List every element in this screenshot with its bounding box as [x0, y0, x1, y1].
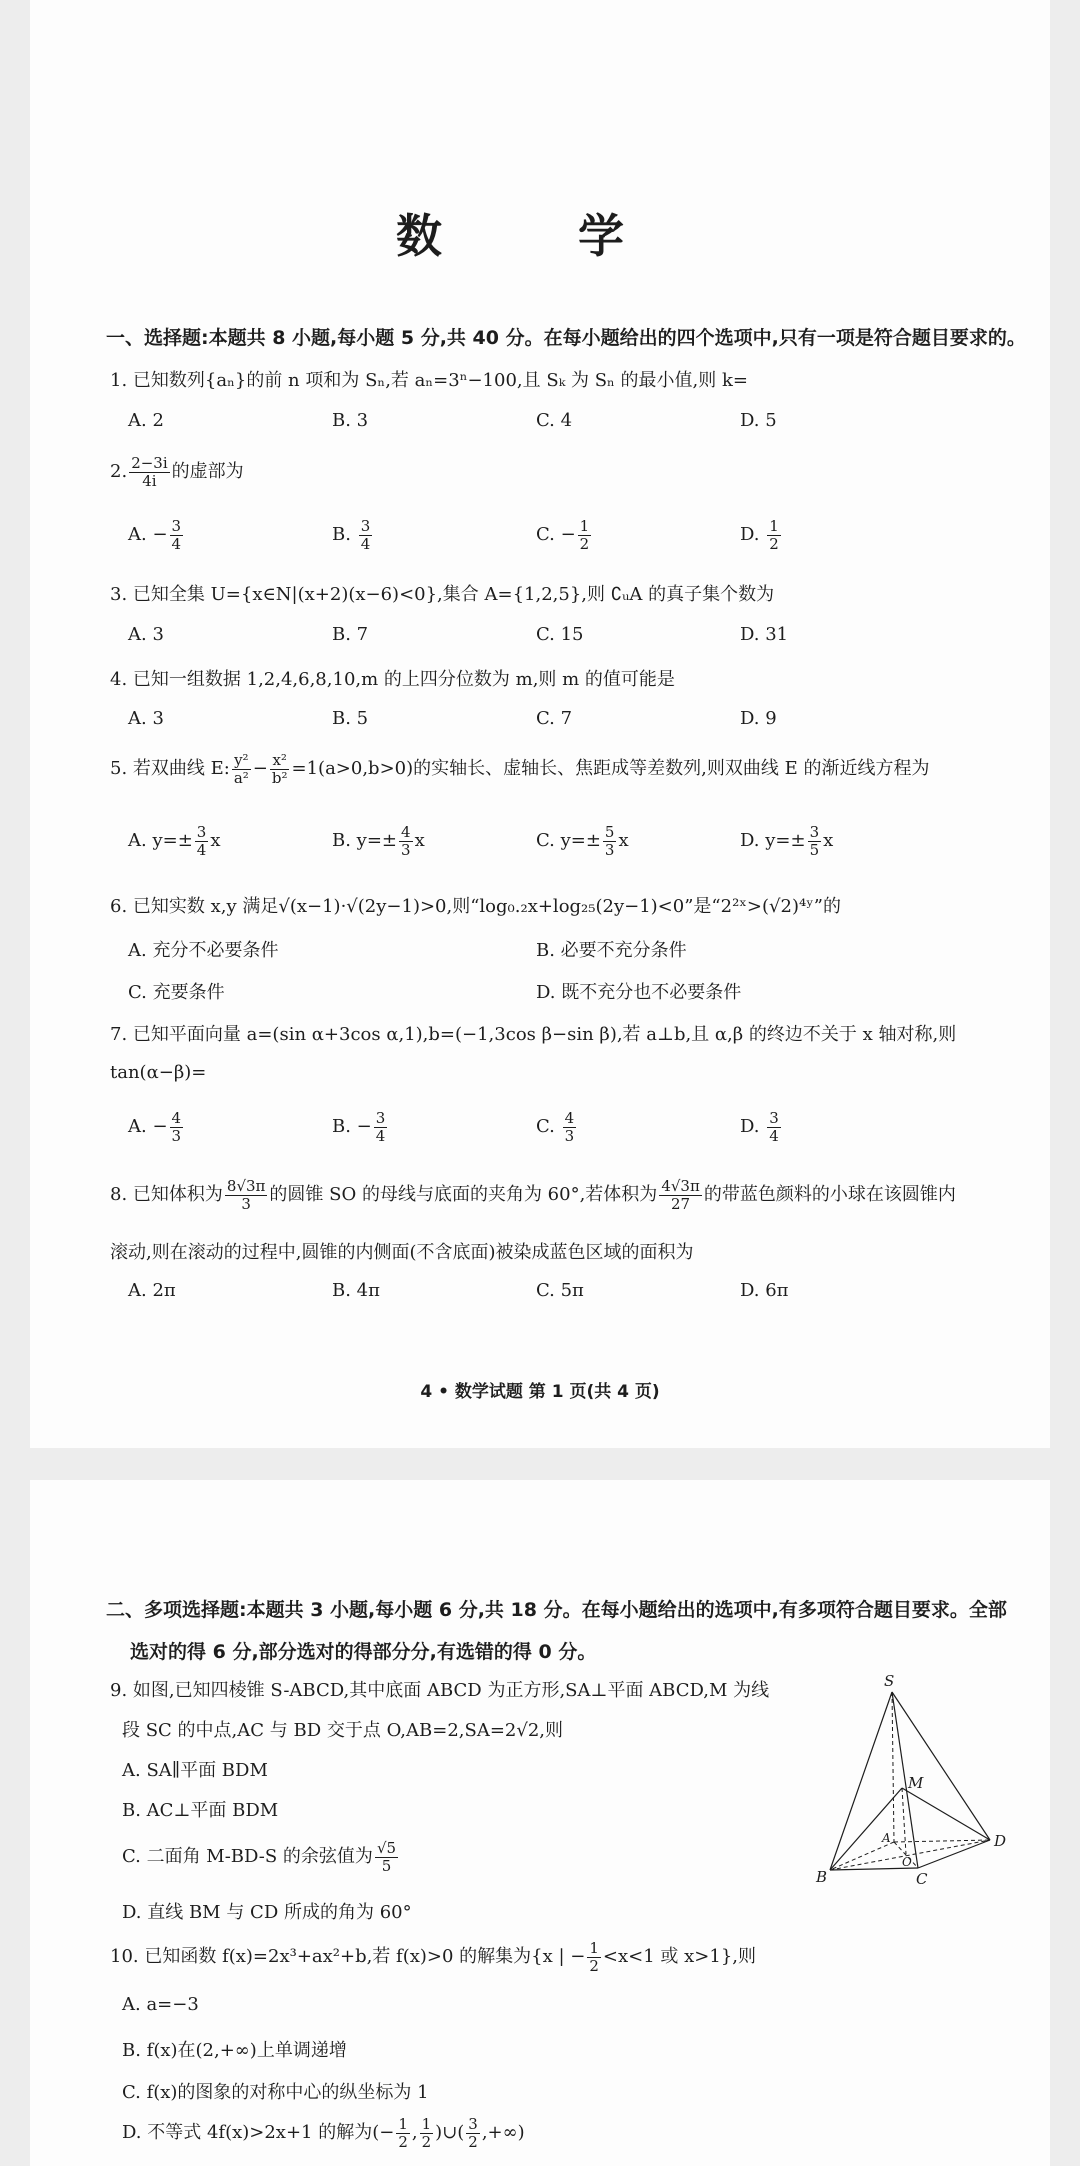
opt-var: x — [618, 830, 629, 851]
question-5-stem — [110, 752, 929, 786]
q10-option-c: C. f(x)的图象的对称中心的纵坐标为 1 — [122, 2082, 429, 2103]
question-4-stem: 4. 已知一组数据 1,2,4,6,8,10,m 的上四分位数为 m,则 m 的值可能是 — [110, 669, 675, 690]
frac-den: 4 — [171, 534, 182, 553]
frac-den: 4 — [769, 1126, 779, 1145]
q8-post: 的带蓝色颜料的小球在该圆锥内 — [703, 1184, 956, 1205]
q2-option-b — [332, 518, 374, 552]
q8-mid: 的圆锥 SO 的母线与底面的夹角为 60°,若体积为 — [269, 1184, 658, 1205]
q2-option-c — [536, 518, 593, 552]
frac-num: 1 — [769, 517, 779, 535]
opt-tail: ,+∞) — [481, 2122, 525, 2143]
q4-option-b: B. 5 — [332, 708, 369, 729]
page-title: 数 学 — [395, 209, 684, 263]
q6-option-c: C. 充要条件 — [128, 982, 225, 1003]
frac-num: 3 — [809, 823, 820, 841]
question-9-line2: 段 SC 的中点,AC 与 BD 交于点 O,AB=2,SA=2√2,则 — [122, 1720, 563, 1741]
q7-option-c — [536, 1110, 578, 1144]
frac-den: 27 — [671, 1194, 691, 1213]
opt-frac — [767, 1110, 781, 1144]
q3-option-a: A. 3 — [128, 624, 164, 645]
opt-label: D. 不等式 4f(x)>2x+1 的解为(− — [122, 2122, 395, 2143]
question-9-line1: 9. 如图,已知四棱锥 S-ABCD,其中底面 ABCD 为正方形,SA⊥平面 ABCD,M 为线 — [110, 1680, 770, 1701]
q5-pre: 5. 若双曲线 E: — [110, 758, 230, 779]
opt-label: D. — [740, 1116, 760, 1137]
q5-option-a — [128, 824, 220, 858]
q10-option-a: A. a=−3 — [122, 1994, 199, 2015]
frac-num: 3 — [171, 517, 182, 535]
question-10-stem — [110, 1940, 756, 1974]
section-2-heading-line2: 选对的得 6 分,部分选对的得部分分,有选错的得 0 分。 — [130, 1641, 597, 1663]
frac-den: 4 — [375, 1126, 386, 1145]
frac-den: 4 — [196, 840, 207, 859]
edge-sd — [892, 1692, 990, 1840]
opt-sep: , — [411, 2122, 418, 2143]
opt-frac — [195, 824, 209, 858]
page-footer: 4 • 数学试题 第 1 页(共 4 页) — [420, 1382, 660, 1402]
q2-number: 2. — [110, 461, 128, 482]
frac-num: 1 — [579, 517, 590, 535]
question-1-stem: 1. 已知数列{aₙ}的前 n 项和为 Sₙ,若 aₙ=3ⁿ−100,且 Sₖ 为 Sₙ 的最小值,则 k= — [110, 370, 748, 391]
opt-label: C. y=± — [536, 830, 601, 851]
opt-frac — [170, 1110, 184, 1144]
frac-num: 3 — [196, 823, 207, 841]
q8-volume-2 — [659, 1178, 702, 1212]
q6-option-d: D. 既不充分也不必要条件 — [536, 982, 742, 1003]
frac-den: 4 — [360, 534, 371, 553]
q1-option-d: D. 5 — [740, 410, 777, 431]
pyramid-figure — [810, 1670, 1010, 1910]
exam-page-2 — [30, 1480, 1050, 2166]
q2-option-c-frac — [578, 518, 592, 552]
frac-den: 2 — [398, 2132, 408, 2151]
q1-option-c: C. 4 — [536, 410, 573, 431]
frac-num: 3 — [769, 1109, 779, 1127]
q1-option-a: A. 2 — [128, 410, 164, 431]
q9-option-b: B. AC⊥平面 BDM — [122, 1800, 279, 1821]
frac-den: 3 — [604, 840, 615, 859]
q2-option-a — [128, 518, 185, 552]
opt-frac — [603, 824, 617, 858]
q9-option-c — [122, 1840, 400, 1874]
label-b: B — [816, 1868, 828, 1886]
edge-bm — [830, 1788, 902, 1870]
opt-frac — [399, 824, 413, 858]
q2-fraction — [129, 455, 169, 489]
q4-option-a: A. 3 — [128, 708, 164, 729]
opt-label: C. — [536, 1116, 555, 1137]
q2-option-d — [740, 518, 783, 552]
frac-num: 4 — [564, 1109, 575, 1127]
q2-option-a-frac — [170, 518, 184, 552]
frac-num: 4√3π — [661, 1177, 700, 1195]
opt-label: B. y=± — [332, 830, 398, 851]
q10-set: {x | − — [531, 1946, 586, 1967]
q2-option-d-label: D. — [740, 524, 760, 545]
q7-option-b — [332, 1110, 389, 1144]
q6-option-a: A. 充分不必要条件 — [128, 940, 279, 961]
frac-den: 2 — [421, 2132, 432, 2151]
frac-den: a² — [233, 768, 249, 787]
frac-num: 1 — [421, 2115, 432, 2133]
opt-frac — [466, 2116, 480, 2150]
q8-volume-1 — [225, 1178, 268, 1212]
opt-frac — [375, 1840, 398, 1874]
q3-option-c: C. 15 — [536, 624, 584, 645]
q3-option-b: B. 7 — [332, 624, 369, 645]
label-o: O — [902, 1855, 912, 1869]
q2-option-b-frac — [359, 518, 373, 552]
opt-frac — [808, 824, 822, 858]
frac-den: b² — [271, 768, 288, 787]
question-8-stem — [110, 1178, 956, 1212]
q5-option-b — [332, 824, 425, 858]
frac-den: 3 — [241, 1194, 251, 1213]
frac-den: 5 — [381, 1856, 392, 1875]
q5-frac-2 — [270, 752, 290, 786]
q1-option-b: B. 3 — [332, 410, 369, 431]
q2-option-b-label: B. — [332, 524, 351, 545]
q2-fraction-denominator: 4i — [142, 471, 157, 490]
q6-option-b: B. 必要不充分条件 — [536, 940, 687, 961]
q10-option-d — [122, 2116, 525, 2150]
q5-mid: − — [252, 758, 268, 779]
opt-label: C. 二面角 M-BD-S 的余弦值为 — [122, 1846, 373, 1867]
q8-option-d: D. 6π — [740, 1280, 789, 1301]
frac-den: 2 — [468, 2132, 478, 2151]
frac-num: y² — [234, 751, 249, 769]
opt-var: x — [414, 830, 425, 851]
frac-den: 3 — [171, 1126, 182, 1145]
frac-den: 2 — [769, 534, 779, 553]
question-2-stem — [110, 455, 244, 489]
question-7-stem: 7. 已知平面向量 a=(sin α+3cos α,1),b=(−1,3cos β−sin β),若 a⊥b,且 α,β 的终边不关于 x 轴对称,则 — [110, 1024, 957, 1045]
q4-option-d: D. 9 — [740, 708, 777, 729]
q2-option-c-label: C. − — [536, 524, 576, 545]
label-d: D — [994, 1832, 1007, 1850]
frac-den: 3 — [564, 1126, 575, 1145]
q8-option-b: B. 4π — [332, 1280, 380, 1301]
label-c: C — [916, 1870, 928, 1888]
question-6-stem: 6. 已知实数 x,y 满足√(x−1)·√(2y−1)>0,则“log₀.₂x+log₂₅(2y−1)<0”是“2²ˣ>(√2)⁴ʸ”的 — [110, 896, 842, 917]
edge-sa-hidden — [892, 1692, 894, 1842]
opt-var: x — [823, 830, 834, 851]
label-m: M — [908, 1774, 924, 1792]
frac-num: 3 — [360, 517, 371, 535]
q10-pre: 10. 已知函数 f(x)=2x³+ax²+b,若 f(x)>0 的解集为 — [110, 1946, 532, 1967]
q2-option-a-label: A. − — [128, 524, 168, 545]
edge-ad-hidden — [894, 1840, 990, 1842]
q9-option-d: D. 直线 BM 与 CD 所成的角为 60° — [122, 1902, 412, 1923]
label-a: A — [882, 1831, 891, 1845]
q9-option-a: A. SA∥平面 BDM — [122, 1760, 268, 1781]
q8-pre: 8. 已知体积为 — [110, 1184, 223, 1205]
section-1-heading: 一、选择题:本题共 8 小题,每小题 5 分,共 40 分。在每小题给出的四个选项中,只有一项是符合题目要求的。 — [106, 327, 1026, 349]
q5-option-d — [740, 824, 833, 858]
q2-fraction-numerator: 2−3i — [131, 454, 168, 472]
edge-cd — [918, 1840, 990, 1868]
question-7-stem-line2: tan(α−β)= — [110, 1062, 207, 1083]
frac-den: 2 — [589, 1956, 599, 1975]
frac-num: x² — [272, 751, 287, 769]
q2-option-d-frac — [767, 518, 781, 552]
q3-option-d: D. 31 — [740, 624, 789, 645]
frac-den: 3 — [401, 840, 411, 859]
frac-num: 5 — [604, 823, 615, 841]
q5-post: =1(a>0,b>0)的实轴长、虚轴长、焦距成等差数列,则双曲线 E 的渐近线方程为 — [291, 758, 930, 779]
q5-option-c — [536, 824, 629, 858]
frac-num: 4 — [171, 1109, 182, 1127]
opt-frac — [563, 1110, 577, 1144]
frac-num: 3 — [375, 1109, 386, 1127]
q5-frac-1 — [232, 752, 251, 786]
frac-num: 8√3π — [226, 1177, 266, 1195]
opt-frac — [396, 2116, 410, 2150]
frac-num: 3 — [468, 2115, 478, 2133]
q10-option-b: B. f(x)在(2,+∞)上单调递增 — [122, 2040, 347, 2061]
question-8-stem-line2: 滚动,则在滚动的过程中,圆锥的内侧面(不含底面)被染成蓝色区域的面积为 — [110, 1242, 694, 1263]
opt-sep: )∪( — [435, 2122, 465, 2143]
q2-tail: 的虚部为 — [171, 461, 244, 482]
opt-frac — [374, 1110, 388, 1144]
q10-set-frac — [587, 1940, 601, 1974]
frac-num: √5 — [376, 1839, 397, 1857]
opt-label: D. y=± — [740, 830, 806, 851]
edge-mo-hidden — [902, 1788, 906, 1854]
exam-page-1 — [30, 0, 1050, 1448]
frac-num: 1 — [398, 2115, 408, 2133]
section-2-heading-line1: 二、多项选择题:本题共 3 小题,每小题 6 分,共 18 分。在每小题给出的选项中,有多项符合题目要求。全部 — [106, 1599, 1007, 1621]
label-s: S — [884, 1672, 895, 1690]
frac-num: 1 — [589, 1939, 599, 1957]
opt-var: x — [210, 830, 221, 851]
frac-den: 5 — [809, 840, 820, 859]
opt-label: B. − — [332, 1116, 372, 1137]
q7-option-d — [740, 1110, 783, 1144]
frac-den: 2 — [579, 534, 590, 553]
q7-option-a — [128, 1110, 185, 1144]
q8-option-a: A. 2π — [128, 1280, 176, 1301]
q4-option-c: C. 7 — [536, 708, 573, 729]
opt-label: A. y=± — [128, 830, 193, 851]
frac-num: 4 — [401, 823, 411, 841]
q10-set-tail: <x<1 或 x>1},则 — [602, 1946, 756, 1967]
edge-md — [902, 1788, 990, 1840]
q8-option-c: C. 5π — [536, 1280, 584, 1301]
opt-label: A. − — [128, 1116, 168, 1137]
edge-ab-hidden — [830, 1842, 894, 1870]
question-3-stem: 3. 已知全集 U={x∈N|(x+2)(x−6)<0},集合 A={1,2,5},则 ∁ᵤA 的真子集个数为 — [110, 584, 775, 605]
opt-frac — [420, 2116, 434, 2150]
